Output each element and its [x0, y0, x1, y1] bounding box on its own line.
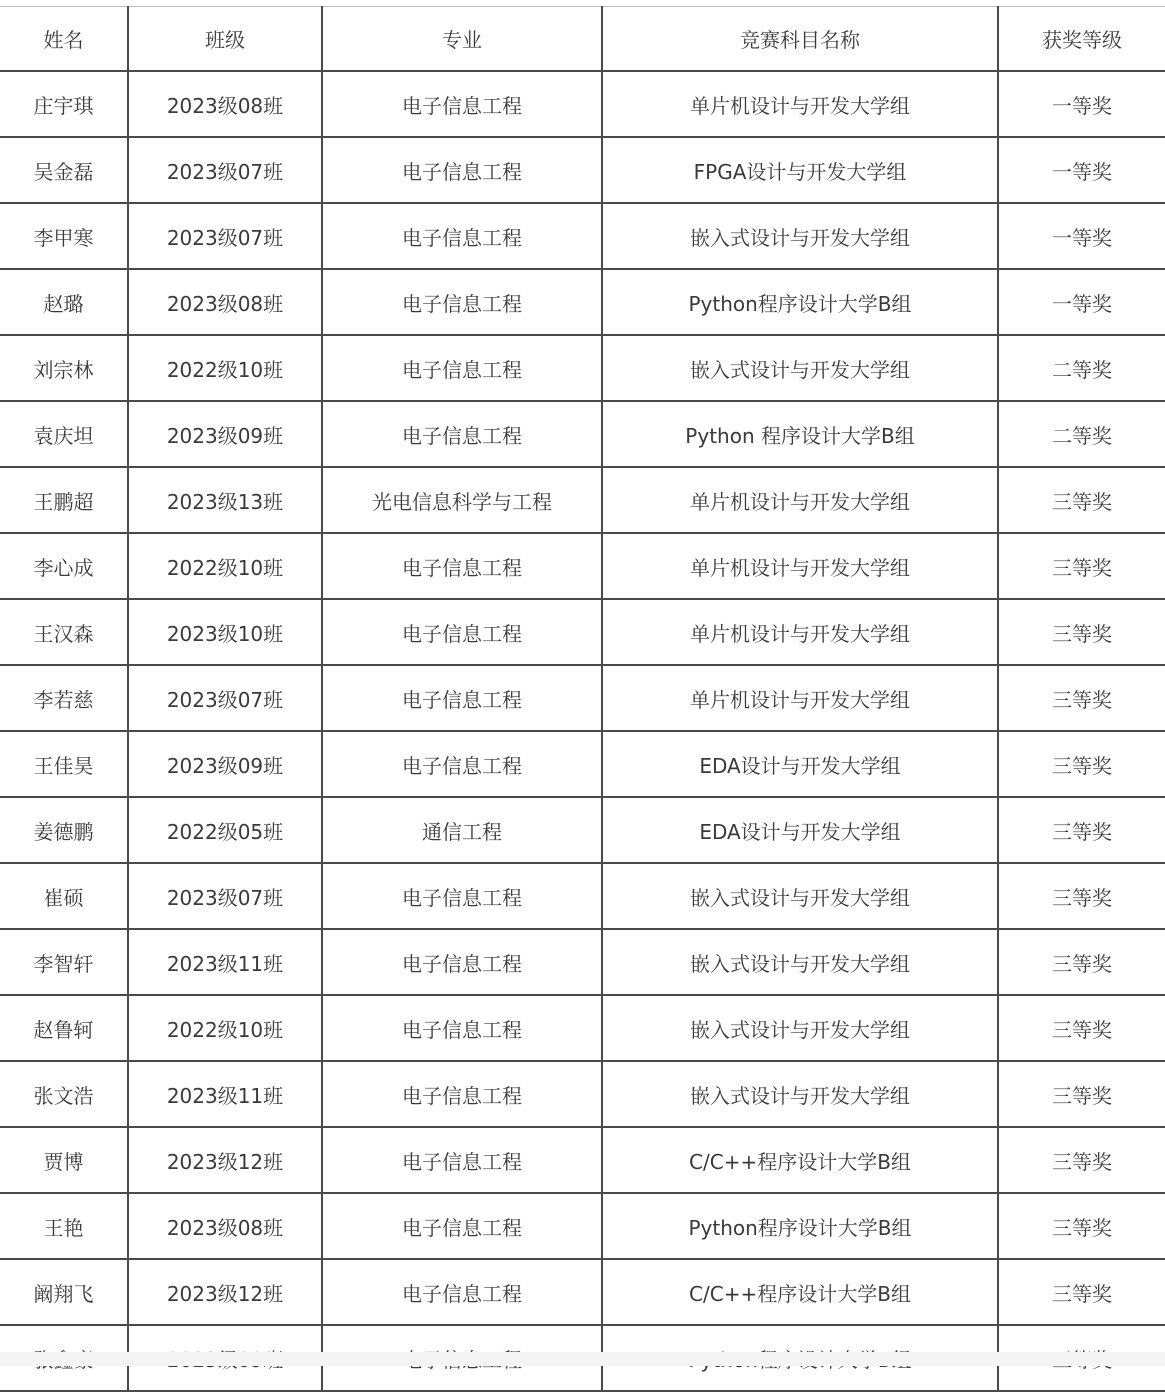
- cell-major: 电子信息工程: [322, 599, 602, 665]
- cell-award-level: 三等奖: [998, 1127, 1165, 1193]
- cell-name: 贾博: [0, 1127, 128, 1193]
- cell-event: 嵌入式设计与开发大学组: [602, 203, 998, 269]
- cell-major: 电子信息工程: [322, 1193, 602, 1259]
- cell-major: 电子信息工程: [322, 137, 602, 203]
- cell-class: 2023级07班: [128, 203, 322, 269]
- cell-class: 2022级05班: [128, 797, 322, 863]
- cell-event: 单片机设计与开发大学组: [602, 599, 998, 665]
- cell-major: 通信工程: [322, 797, 602, 863]
- cell-event: EDA设计与开发大学组: [602, 731, 998, 797]
- cell-name: 赵鲁轲: [0, 995, 128, 1061]
- cell-class: 2023级11班: [128, 929, 322, 995]
- cell-name: 李心成: [0, 533, 128, 599]
- cell-event: 嵌入式设计与开发大学组: [602, 929, 998, 995]
- cell-award-level: 三等奖: [998, 1061, 1165, 1127]
- cell-award-level: 一等奖: [998, 137, 1165, 203]
- table-header: [0, 7, 1165, 72]
- cell-major: 电子信息工程: [322, 1061, 602, 1127]
- cell-major: 电子信息工程: [322, 335, 602, 401]
- cell-name: 吴金磊: [0, 137, 128, 203]
- cell-event: Python程序设计大学B组: [602, 269, 998, 335]
- cell-class: 2023级08班: [128, 269, 322, 335]
- cell-major: 电子信息工程: [322, 995, 602, 1061]
- cell-award-level: 三等奖: [998, 665, 1165, 731]
- cell-name: 王鹏超: [0, 467, 128, 533]
- cell-class: 2023级12班: [128, 1259, 322, 1325]
- header-event: 竞赛科目名称: [602, 7, 998, 72]
- cell-name: 赵璐: [0, 269, 128, 335]
- cell-class: 2023级10班: [128, 599, 322, 665]
- table-row: [0, 731, 1165, 797]
- header-award-level: 获奖等级: [998, 7, 1165, 72]
- cell-class: 2023级08班: [128, 71, 322, 137]
- cell-class: 2023级12班: [128, 1127, 322, 1193]
- cell-name: 庄宇琪: [0, 71, 128, 137]
- cell-award-level: 二等奖: [998, 401, 1165, 467]
- table-body: [0, 71, 1165, 1391]
- cell-name: 李若慈: [0, 665, 128, 731]
- cell-major: 电子信息工程: [322, 863, 602, 929]
- table-row: [0, 269, 1165, 335]
- table-row: [0, 533, 1165, 599]
- cell-name: 王艳: [0, 1193, 128, 1259]
- cell-major: 电子信息工程: [322, 533, 602, 599]
- cell-major: 电子信息工程: [322, 731, 602, 797]
- cell-event: C/C++程序设计大学B组: [602, 1259, 998, 1325]
- table-row: [0, 71, 1165, 137]
- header-class: 班级: [128, 7, 322, 72]
- cell-name: 刘宗林: [0, 335, 128, 401]
- cell-event: 嵌入式设计与开发大学组: [602, 335, 998, 401]
- header-row: [0, 7, 1165, 72]
- cell-award-level: 三等奖: [998, 995, 1165, 1061]
- cell-class: 2022级10班: [128, 995, 322, 1061]
- cell-event: 嵌入式设计与开发大学组: [602, 1061, 998, 1127]
- cell-class: 2022级10班: [128, 533, 322, 599]
- awards-table: [0, 6, 1165, 1392]
- table-row: [0, 929, 1165, 995]
- cell-event: Python 程序设计大学B组: [602, 401, 998, 467]
- header-name: 姓名: [0, 7, 128, 72]
- cell-award-level: 三等奖: [998, 731, 1165, 797]
- cell-award-level: 三等奖: [998, 467, 1165, 533]
- table-row: [0, 335, 1165, 401]
- table-row: [0, 665, 1165, 731]
- table-row: [0, 467, 1165, 533]
- cell-event: 单片机设计与开发大学组: [602, 467, 998, 533]
- cell-class: 2023级09班: [128, 401, 322, 467]
- cell-class: 2023级07班: [128, 863, 322, 929]
- cell-event: FPGA设计与开发大学组: [602, 137, 998, 203]
- table-row: [0, 797, 1165, 863]
- cell-event: 嵌入式设计与开发大学组: [602, 995, 998, 1061]
- cell-event: 单片机设计与开发大学组: [602, 665, 998, 731]
- cell-major: 电子信息工程: [322, 71, 602, 137]
- cell-award-level: 一等奖: [998, 203, 1165, 269]
- cell-class: 2023级11班: [128, 1061, 322, 1127]
- cell-name: 王汉森: [0, 599, 128, 665]
- table-row: [0, 1193, 1165, 1259]
- cell-event: EDA设计与开发大学组: [602, 797, 998, 863]
- table-row: [0, 401, 1165, 467]
- cell-event: 嵌入式设计与开发大学组: [602, 863, 998, 929]
- table-row: [0, 1061, 1165, 1127]
- cell-name: 崔硕: [0, 863, 128, 929]
- cell-award-level: 三等奖: [998, 929, 1165, 995]
- cell-event: C/C++程序设计大学B组: [602, 1127, 998, 1193]
- cell-name: 阚翔飞: [0, 1259, 128, 1325]
- cell-major: 电子信息工程: [322, 269, 602, 335]
- cell-award-level: 三等奖: [998, 1193, 1165, 1259]
- cell-award-level: 三等奖: [998, 533, 1165, 599]
- cell-major: 光电信息科学与工程: [322, 467, 602, 533]
- table-row: [0, 995, 1165, 1061]
- cell-name: 李甲寒: [0, 203, 128, 269]
- cell-award-level: 一等奖: [998, 269, 1165, 335]
- cell-class: 2022级10班: [128, 335, 322, 401]
- table-row: [0, 863, 1165, 929]
- cell-major: 电子信息工程: [322, 929, 602, 995]
- header-major: 专业: [322, 7, 602, 72]
- cell-class: 2023级08班: [128, 1193, 322, 1259]
- cell-award-level: 二等奖: [998, 335, 1165, 401]
- table-row: [0, 599, 1165, 665]
- cell-name: 李智轩: [0, 929, 128, 995]
- table-row: [0, 1127, 1165, 1193]
- cell-award-level: 三等奖: [998, 797, 1165, 863]
- cell-name: 袁庆坦: [0, 401, 128, 467]
- cell-major: 电子信息工程: [322, 203, 602, 269]
- cell-class: 2023级13班: [128, 467, 322, 533]
- cell-name: 王佳昊: [0, 731, 128, 797]
- cell-event: 单片机设计与开发大学组: [602, 533, 998, 599]
- table-row: [0, 1259, 1165, 1325]
- cell-name: 姜德鹏: [0, 797, 128, 863]
- table-row: [0, 203, 1165, 269]
- table-row: [0, 137, 1165, 203]
- cell-award-level: 三等奖: [998, 599, 1165, 665]
- cell-award-level: 一等奖: [998, 71, 1165, 137]
- cell-major: 电子信息工程: [322, 665, 602, 731]
- bottom-margin: [0, 1352, 1165, 1366]
- cell-event: 单片机设计与开发大学组: [602, 71, 998, 137]
- cell-class: 2023级07班: [128, 137, 322, 203]
- cell-major: 电子信息工程: [322, 401, 602, 467]
- cell-major: 电子信息工程: [322, 1259, 602, 1325]
- cell-major: 电子信息工程: [322, 1127, 602, 1193]
- cell-award-level: 三等奖: [998, 1259, 1165, 1325]
- cell-award-level: 三等奖: [998, 863, 1165, 929]
- cell-class: 2023级09班: [128, 731, 322, 797]
- cell-event: Python程序设计大学B组: [602, 1193, 998, 1259]
- cell-name: 张文浩: [0, 1061, 128, 1127]
- cell-class: 2023级07班: [128, 665, 322, 731]
